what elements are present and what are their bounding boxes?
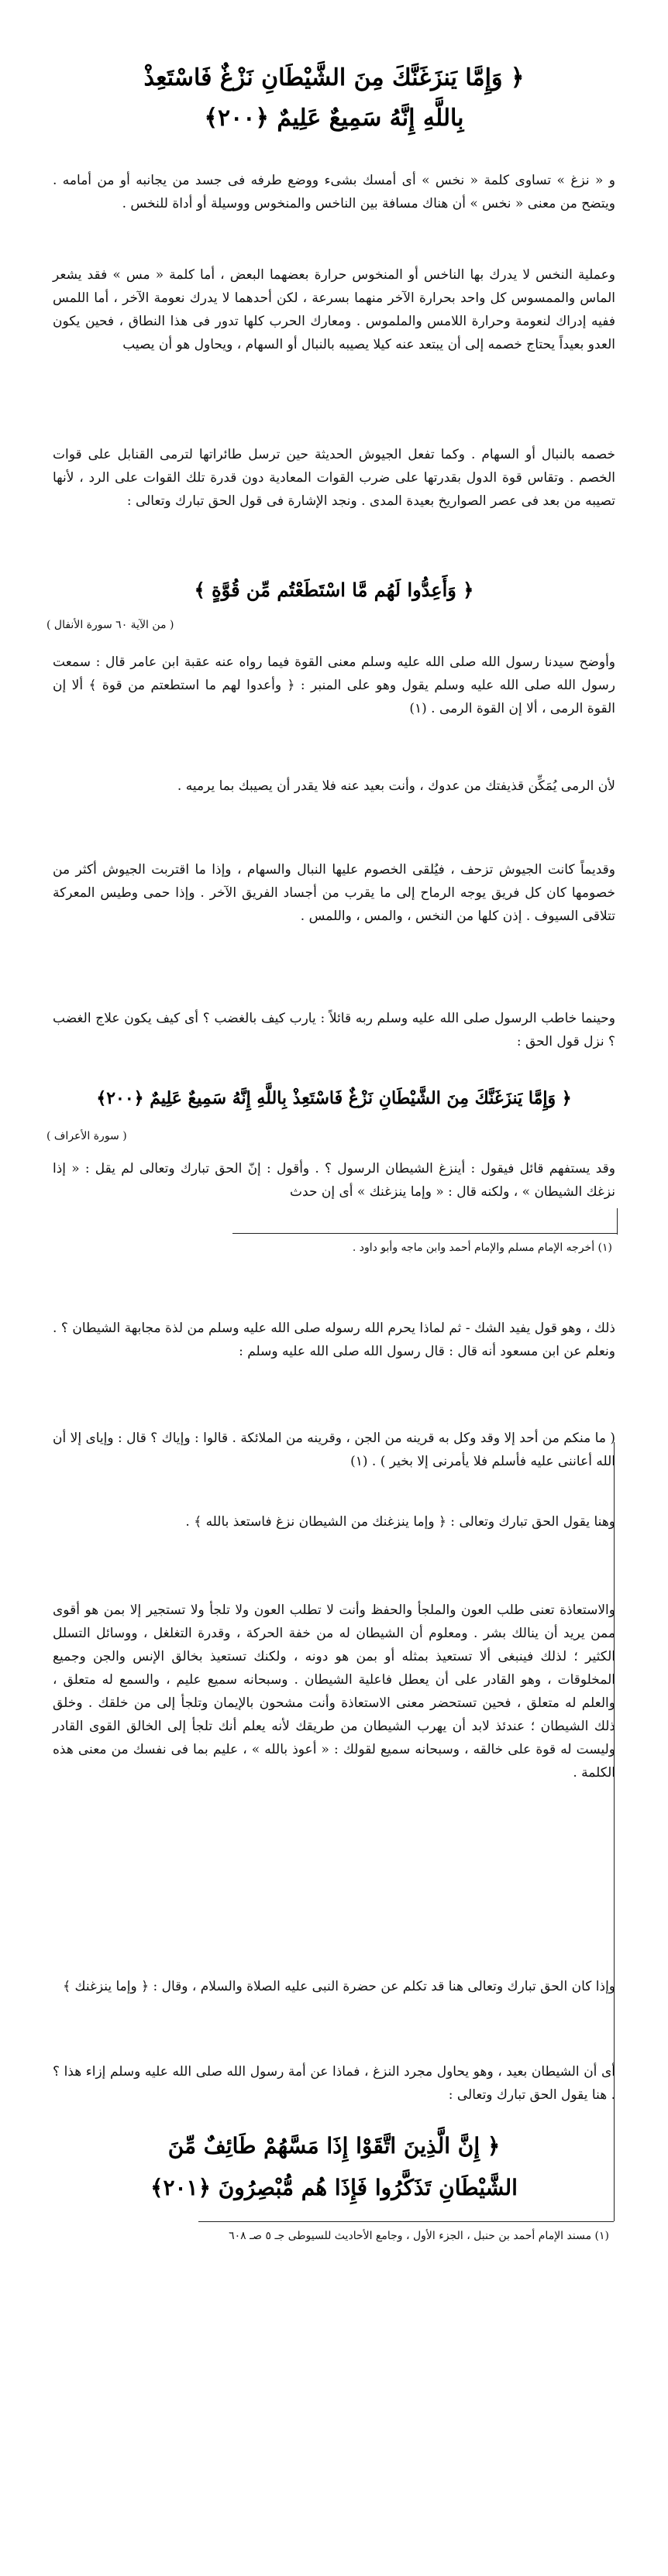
footnote-pointer xyxy=(614,1442,615,2221)
paragraph: و « نزغ » تساوى كلمة « نخس » أى أمسك بشىء ووضع طرفه فى جسد من يجانبه أو من أمامه . ويتضح من معنى « نخس » أن هناك مسافة بين الناخس والمنخوس ووسيلة أو أداة للنخس . xyxy=(53,173,615,211)
footnote: (١) مسند الإمام أحمد بن حنبل ، الجزء الأول ، وجامع الأحاديث للسيوطى جـ ٥ صـ ٦٠٨ xyxy=(229,2230,609,2242)
footnote-rule xyxy=(198,2221,614,2222)
footnote: (١) أخرجه الإمام مسلم والإمام أحمد وابن ماجه وأبو داود . xyxy=(352,1242,612,1254)
verse-quote: ﴿ وَأَعِدُّوا لَهُم مَّا اسْتَطَعْتُم مِّن قُوَّةٍ ﴾ xyxy=(194,579,474,601)
verse-quote: ﴿ وَإِمَّا يَنزَغَنَّكَ مِنَ الشَّيْطَانِ نَزْغٌ فَاسْتَعِذْ بِاللَّهِ إِنَّهُ سَمِيعٌ عَلِيمٌ ﴿٢٠٠﴾ xyxy=(96,1088,572,1108)
verse-reference: ( سورة الأعراف ) xyxy=(46,1130,127,1142)
paragraph: ( ما منكم من أحد إلا وقد وكل به قرينه من الجن ، وقرينه من الملائكة . قالوا : وإياك ؟ قال : وإياى إلا أن الله أعاننى عليه فأسلم فلا يأمرنى إلا بخير ) . (١) xyxy=(53,1431,615,1469)
paragraph: لأن الرمى يُمَكِّن قذيفتك من عدوك ، وأنت بعيد عنه فلا يقدر أن يصيبك بما يرميه . xyxy=(177,778,615,794)
paragraph: وقديماً كانت الجيوش تزحف ، فيُلقى الخصوم عليها النبال والسهام ، وإذا ما اقتربت الجيوش أكثر من خصومها كان كل فريق يوجه الرماح إلى ما يقرب من أجساد الفريق الآخر . وإذا حمى وطيس المعركة تتلاقى السيوف . إذن كلها من النخس ، والمس ، واللمس . xyxy=(53,862,615,924)
verse-heading-line2: بِاللَّهِ إِنَّهُ سَمِيعٌ عَلِيمٌ ﴿٢٠٠﴾ xyxy=(204,105,464,132)
paragraph: والاستعاذة تعنى طلب العون والملجأ والحفظ وأنت لا تطلب العون ولا تلجأ ولا تستجير إلا بمن هو أقوى ممن يريد أن ينالك بشر . ومعلوم أن الشيطان له من خفة الحركة ، وقدرة التغلغل ، ووسائل التسلل الكثير ؛ لذلك فينبغى ألا تستعيذ بمثله أو بمن هو دونه ، ولكنك تستعيذ بخالق الإنس والجن وجميع المخلوقات ، وهو القادر على أن يعطل فاعلية الشيطان . وسبحانه سميع عليم ، والسمع له متعلق ، والعلم له متعلق ، فحين تستحضر معنى الاستعاذة وأنت مشحون بالإيمان وتلجأ إلى من خلقك . وخلق ذلك الشيطان ؛ عندئذ لابد أن يهرب الشيطان من طريقك لأنه يعلم أنك تلجأ إلى الخالق القوى القادر وليست له قوة على خالقه ، وسبحانه سميع لقولك : « أعوذ بالله » ، عليم بما فى نفسك من معنى هذه الكلمة . xyxy=(53,1602,615,1781)
paragraph: وإذا كان الحق تبارك وتعالى هنا قد تكلم عن حضرة النبى عليه الصلاة والسلام ، وقال : ﴿ وإما ينزغنك ﴾ xyxy=(63,1979,615,1994)
verse-heading-line1: ﴿ وَإِمَّا يَنزَغَنَّكَ مِنَ الشَّيْطَانِ نَزْغٌ فَاسْتَعِذْ xyxy=(143,64,525,91)
footnote-rule xyxy=(232,1233,617,1234)
verse-reference: ( من الآية ٦٠ سورة الأنفال ) xyxy=(46,619,174,631)
paragraph: وحينما خاطب الرسول صلى الله عليه وسلم ربه قائلاً : يارب كيف بالغضب ؟ أى كيف يكون علاج الغضب ؟ نزل قول الحق : xyxy=(53,1011,615,1049)
paragraph: أى أن الشيطان بعيد ، وهو يحاول مجرد النزغ ، فماذا عن أمة رسول الله صلى الله عليه وسلم إزاء هذا ؟ . هنا يقول الحق تبارك وتعالى : xyxy=(53,2064,615,2103)
verse-closing-line1: ﴿ إِنَّ الَّذِينَ اتَّقَوْا إِذَا مَسَّهُمْ طَائِفٌ مِّنَ xyxy=(167,2133,501,2159)
paragraph: خصمه بالنبال أو السهام . وكما تفعل الجيوش الحديثة حين ترسل طائراتها لترمى القنابل على قوات الخصم . وتقاس قوة الدول بقدرتها على ضرب القوات المعادية دون قدرة تلك القوات على الرد ، لأنها تصيبه من بعد فى عصر الصواريخ بعيدة المدى . ونجد الإشارة فى قول الحق تبارك وتعالى : xyxy=(53,447,615,509)
paragraph: وأوضح سيدنا رسول الله صلى الله عليه وسلم معنى القوة فيما رواه عنه عقبة ابن عامر قال : سمعت رسول الله صلى الله عليه وسلم يقول وهو على المنبر : ﴿ وأعدوا لهم ما استطعتم من قوة ﴾ ألا إن القوة الرمى ، ألا إن القوة الرمى . (١) xyxy=(53,654,615,716)
paragraph: وهنا يقول الحق تبارك وتعالى : ﴿ وإما ينزغنك من الشيطان نزغ فاستعذ بالله ﴾ . xyxy=(185,1514,615,1530)
verse-closing-line2: الشَّيْطَانِ تَذَكَّرُوا فَإِذَا هُم مُّبْصِرُونَ ﴿٢٠١﴾ xyxy=(150,2175,518,2200)
paragraph: وعملية النخس لا يدرك بها الناخس أو المنخوس حرارة بعضهما البعض ، أما كلمة « مس » فقد يشعر الماس والممسوس كل واحد بحرارة الآخر منهما بسرعة ، لكن أحدهما لا يدرك نعومة الآخر ، أما اللمس ففيه إدراك لنعومة وحرارة اللامس والملموس . ومعارك الحرب كلها تدور فى هذا النطاق ، فحين يكون العدو بعيداً يحتاج خصمه إلى أن يبتعد عنه كيلا يصيبه بالنبال أو السهام ، ويحاول هو أن يصيب xyxy=(53,267,615,352)
footnote-pointer xyxy=(617,1208,618,1235)
paragraph: وقد يستفهم قائل فيقول : أينزغ الشيطان الرسول ؟ . وأقول : إنّ الحق تبارك وتعالى لم يقل : « إذا نزغك الشيطان » ، ولكنه قال : « وإما ينزغنك » أى إن حدث xyxy=(53,1161,615,1200)
paragraph: ذلك ، وهو قول يفيد الشك - ثم لماذا يحرم الله رسوله صلى الله عليه وسلم من لذة مجابهة الشيطان ؟ . ونعلم عن ابن مسعود أنه قال : قال رسول الله صلى الله عليه وسلم : xyxy=(53,1321,615,1359)
